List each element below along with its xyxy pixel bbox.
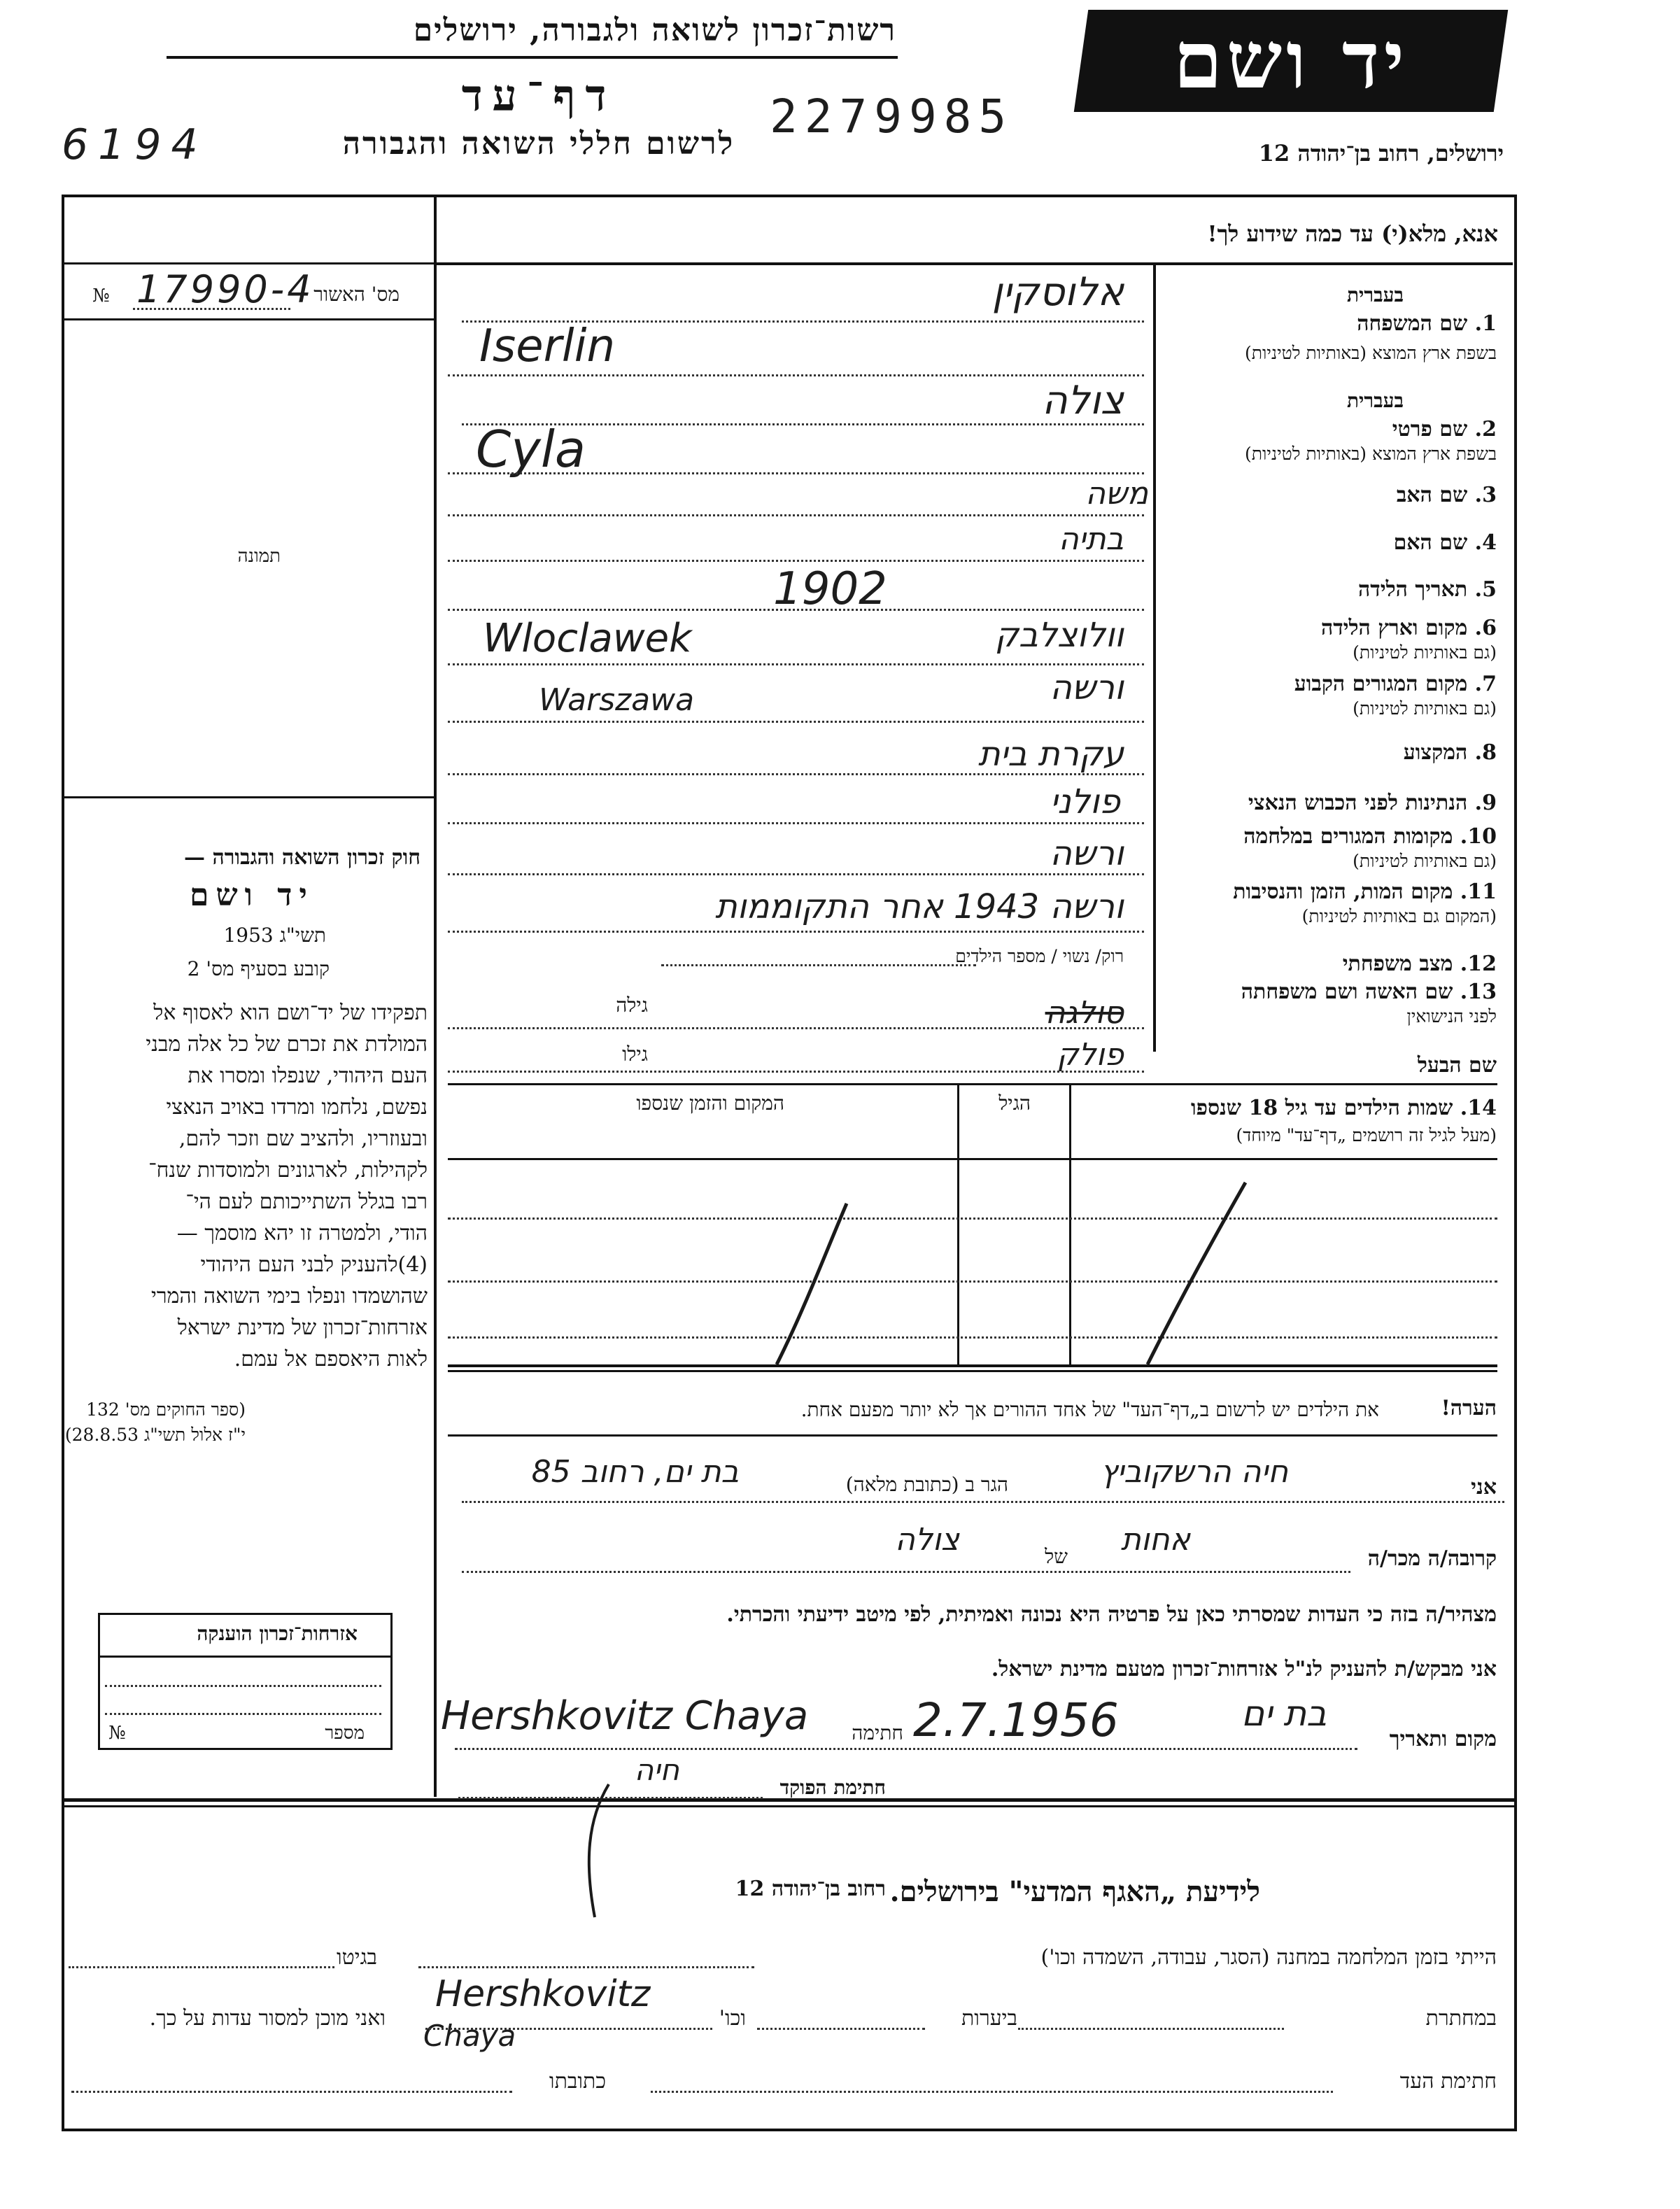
field-11-sub: (המקום גם באותיות לטיניות) bbox=[1301, 906, 1497, 926]
field-1-hebrew-value: אלוסקין bbox=[991, 269, 1124, 315]
declaration-line-3 bbox=[455, 1748, 1357, 1750]
citizenship-line-2 bbox=[105, 1713, 381, 1715]
footer-line-2-dots-a bbox=[1018, 2028, 1284, 2030]
approval-label: מס' האשור bbox=[313, 283, 400, 306]
footer-line-1-b: בגיטו bbox=[336, 1945, 377, 1970]
field-11-value: ורשה 1943 אחר התקוממות bbox=[715, 887, 1124, 926]
footer-address: רחוב בן־יהודה 12 bbox=[735, 1877, 886, 1901]
place-date-label: מקום ותאריך bbox=[1389, 1727, 1497, 1751]
children-col-place: המקום והזמן שנספו bbox=[636, 1092, 784, 1115]
law-logo: יד ושם bbox=[190, 877, 314, 913]
note-label: הערה! bbox=[1441, 1396, 1497, 1420]
field-8-value: עקרת בית bbox=[977, 735, 1124, 774]
intro-rule bbox=[434, 262, 1513, 265]
strike-mark-2 bbox=[1148, 1183, 1245, 1364]
field-12-options: רוק/ נשוי / מספר הילדים bbox=[955, 946, 1124, 966]
field-4-label: 4. שם האם bbox=[1393, 530, 1497, 555]
officer-signature: חיה bbox=[634, 1753, 679, 1787]
footer-line-2-c: וכו' bbox=[719, 2006, 746, 2031]
footer-divider-2 bbox=[62, 1805, 1514, 1807]
in-hebrew-2: בעברית bbox=[1346, 389, 1404, 412]
law-line: נפשם, נלחמו ומרדו באויב הנאצי bbox=[166, 1095, 428, 1120]
field-13-sub: לפני הנישואין bbox=[1406, 1006, 1497, 1026]
in-hebrew-1: בעברית bbox=[1346, 283, 1404, 306]
sidebar-photo-bottom bbox=[64, 796, 435, 798]
field-4-value: בתיה bbox=[1059, 521, 1124, 557]
footer-line-1-dots-a bbox=[418, 1966, 754, 1968]
field-13-line bbox=[448, 1027, 1144, 1029]
field-13-age-label: גילה bbox=[616, 994, 648, 1017]
signature-label: חתימה bbox=[852, 1721, 903, 1744]
footer-line-2-b: ביערות bbox=[961, 2006, 1017, 2031]
approval-number: 17990-4 bbox=[136, 267, 314, 311]
footer-line-2-d: ואני מוכן למסור עדות על כך. bbox=[149, 2006, 386, 2031]
citizenship-box-rule bbox=[98, 1656, 390, 1658]
field-9-label: 9. הנתינות לפני הכבוש הנאצי bbox=[1248, 791, 1497, 815]
address: ירושלים, רחוב בן־יהודה 12 bbox=[1258, 140, 1504, 167]
field-6-latin-value: Wloclawek bbox=[483, 616, 692, 661]
field-6-sub: (גם באותיות לטיניות) bbox=[1353, 642, 1497, 663]
field-1-label: 1. שם המשפחה bbox=[1357, 311, 1497, 336]
law-body bbox=[36, 997, 428, 1375]
label-column-divider bbox=[1153, 264, 1156, 1052]
children-strike-marks bbox=[735, 1176, 1266, 1378]
law-line: המולדת את זכרם של כל אלה מבני bbox=[146, 1032, 428, 1057]
field-8-line bbox=[448, 773, 1144, 775]
declaration-statement: מצהיר/ה בזה כי העדות שמסרתי כאן על פרטיה היא נכונה ואמיתית, לפי מיטב ידיעתי והכרתי. bbox=[726, 1602, 1497, 1627]
footer-line-2-dots-b bbox=[757, 2028, 925, 2030]
approval-no: № bbox=[92, 285, 110, 306]
field-8-label: 8. המקצוע bbox=[1403, 740, 1497, 765]
law-ref-2: י"ז אלול תשי"ג 28.8.53) bbox=[64, 1425, 246, 1445]
field-3-label: 3. שם האב bbox=[1396, 483, 1497, 507]
declaration-of: של bbox=[1045, 1545, 1068, 1568]
children-header-rule bbox=[448, 1158, 1497, 1160]
declaration-request: אני מבקש/ת להעניק לנ"ל אזרחות־זכרון מטעם מדינת ישראל. bbox=[991, 1657, 1497, 1681]
note-bottom-rule bbox=[448, 1434, 1497, 1437]
law-title: חוק זכרון השואה והגבורה — bbox=[184, 845, 421, 870]
citizenship-number-label: מספר bbox=[325, 1723, 365, 1744]
note-top-rule-2 bbox=[448, 1370, 1497, 1372]
field-2-sub: בשפת ארץ המוצא (באותיות לטיניות) bbox=[1245, 444, 1497, 464]
form-title: דף־עד bbox=[461, 70, 616, 121]
field-2-hebrew-value: צולה bbox=[1042, 378, 1124, 423]
field-10-value: ורשה bbox=[1050, 834, 1124, 873]
note-text: את הילדים יש לרשום ב„דף־העד" של אחד ההורים אך לא יותר מפעם אחת. bbox=[800, 1398, 1379, 1421]
citizenship-no: № bbox=[108, 1723, 126, 1744]
field-5-line bbox=[448, 609, 1144, 611]
field-11-line bbox=[448, 931, 1144, 933]
husband-line bbox=[448, 1071, 1144, 1073]
officer-label: חתימת הפוקד bbox=[779, 1776, 886, 1799]
field-7-line bbox=[448, 721, 1144, 723]
handwritten-number: 6194 bbox=[62, 120, 208, 169]
field-10-sub: (גם באותיות לטיניות) bbox=[1353, 851, 1497, 871]
citizenship-line-1 bbox=[105, 1685, 381, 1687]
law-year: תשי"ג 1953 bbox=[223, 924, 326, 947]
declaration-relative: קרובה/ה מכר/ה bbox=[1367, 1546, 1497, 1571]
footer-line-1-dots-b bbox=[69, 1966, 334, 1968]
field-7-label: 7. מקום המגורים הקבוע bbox=[1294, 672, 1497, 696]
footer-line-2-dots-c bbox=[425, 2028, 712, 2030]
law-line: ובעוזריו, ולהציב שם וזכר להם, bbox=[178, 1127, 428, 1151]
field-6-label: 6. מקום וארץ הלידה bbox=[1320, 616, 1497, 640]
sidebar-divider bbox=[434, 195, 437, 1797]
field-5-label: 5. תאריך הלידה bbox=[1358, 577, 1497, 602]
footer-line-3-dots-b bbox=[71, 2091, 512, 2093]
field-1-sub: בשפת ארץ המוצא (באותיות לטיניות) bbox=[1245, 343, 1497, 363]
signature-value: Hershkovitz Chaya bbox=[441, 1693, 809, 1739]
field-4-line bbox=[448, 560, 1144, 562]
law-line: שהושמדו ונפלו בימי השואה והמרי bbox=[150, 1284, 428, 1308]
declaration-i-am: אני bbox=[1471, 1475, 1497, 1499]
law-clause: קובע בסעיף מס' 2 bbox=[187, 957, 330, 980]
field-6-value: וולוצלבק bbox=[994, 616, 1124, 655]
footer-line-2-a: במחתרת bbox=[1425, 2006, 1497, 2031]
declaration-line-1 bbox=[462, 1501, 1504, 1503]
field-3-line bbox=[448, 514, 1144, 516]
logo-text: יד ושם bbox=[1173, 15, 1409, 106]
field-7-sub: (גם באותיות לטיניות) bbox=[1353, 698, 1497, 719]
declaration-address-value: בת ים, רחוב 85 bbox=[531, 1454, 739, 1490]
field-1-latin-line bbox=[448, 374, 1144, 376]
photo-label: תמונה bbox=[237, 546, 281, 567]
field-13-label: 13. שם האשה ושם משפחתה bbox=[1241, 980, 1497, 1004]
footer-sig-value: Hershkovitz bbox=[435, 1973, 651, 2015]
law-line: הודי, ולמטרה זו יהא מוסמך — bbox=[176, 1221, 428, 1245]
declaration-relation-value: אחות bbox=[1120, 1522, 1190, 1558]
declaration-name-value: חיה הרשקוביץ bbox=[1100, 1454, 1288, 1490]
footer-sig-value-2: Chaya bbox=[423, 2019, 516, 2053]
footer-line-3-dots-a bbox=[651, 2091, 1333, 2093]
field-2-label: 2. שם פרטי bbox=[1392, 417, 1497, 442]
husband-age-label: גילו bbox=[622, 1043, 648, 1066]
footer-title: לידיעת „האגף המדעי" בירושלים. bbox=[889, 1875, 1260, 1908]
field-9-value: פולני bbox=[1050, 782, 1120, 821]
approval-line bbox=[133, 308, 290, 310]
law-line: לאות היאספם אל עמם. bbox=[234, 1347, 428, 1371]
law-line: (4)להעניק לבני העם היהודי bbox=[200, 1252, 428, 1277]
field-6-line bbox=[448, 663, 1144, 665]
footer-line-3-a: חתימת העד bbox=[1399, 2069, 1497, 2094]
field-12-label: 12. מצב משפחתי bbox=[1342, 952, 1497, 976]
law-line: רבו בגלל השתייכותם לעם הי־ bbox=[185, 1190, 428, 1214]
yad-vashem-logo bbox=[1074, 10, 1509, 112]
date-value: 2.7.1956 bbox=[913, 1693, 1119, 1747]
law-ref-1: (ספר החוקים מס' 132 bbox=[86, 1399, 246, 1420]
declaration-of-value: צולה bbox=[895, 1522, 959, 1558]
children-table-top bbox=[448, 1083, 1497, 1085]
footer-line-3-b: כתובתו bbox=[549, 2069, 606, 2094]
authority-line: רשות־זכרון לשואה ולגבורה, ירושלים bbox=[413, 13, 896, 48]
law-line: העם היהודי, שנפלו ומסרו את bbox=[188, 1064, 428, 1088]
form-subtitle: לרשום חללי השואה והגבורה bbox=[342, 126, 735, 162]
sidebar-photo-top bbox=[64, 318, 435, 320]
field-7-latin-value: Warszawa bbox=[539, 682, 695, 718]
sidebar-top-rule bbox=[64, 262, 435, 264]
header-rule bbox=[167, 56, 898, 59]
field-3-value: משה bbox=[1085, 476, 1148, 511]
officer-signature-stroke bbox=[560, 1777, 644, 1924]
footer-line-1-a: הייתי בזמן המלחמה במחנה (הסגר, עבודה, השמדה וכו') bbox=[1040, 1945, 1497, 1970]
field-1-latin-value: Iserlin bbox=[479, 320, 616, 372]
husband-label: שם הבעל bbox=[1417, 1053, 1497, 1078]
husband-value: פולק bbox=[1057, 1037, 1124, 1073]
children-label: 14. שמות הילדים עד גיל 18 שנספו bbox=[1190, 1096, 1497, 1120]
place-value: בת ים bbox=[1241, 1693, 1327, 1734]
citizenship-box-title: אזרחות־זכרון הוענקה bbox=[197, 1622, 358, 1645]
field-12-line bbox=[661, 964, 976, 966]
children-col-age: הגיל bbox=[998, 1092, 1031, 1115]
field-2-latin-line bbox=[448, 472, 1144, 474]
note-top-rule bbox=[448, 1364, 1497, 1367]
law-line: תפקידו של יד־ושם הוא לאסוף אל bbox=[153, 1001, 428, 1025]
field-13-value: סולגה bbox=[1045, 995, 1124, 1031]
field-2-latin-value: Cyla bbox=[476, 420, 586, 479]
field-11-label: 11. מקום המות, הזמן והנסיבות bbox=[1233, 880, 1497, 904]
declaration-resident: הגר ב (כתובת מלאה) bbox=[845, 1473, 1008, 1496]
children-sub: (מעל לגיל זה רושמים „דף־עד" מיוחד) bbox=[1236, 1125, 1497, 1145]
field-10-label: 10. מקומות המגורים במלחמה bbox=[1243, 824, 1497, 849]
intro-text: אנא, מלא(י) עד כמה שידוע לך! bbox=[1207, 220, 1498, 247]
law-line: לקהילות, לארגונים ולמוסדות שנח־ bbox=[148, 1158, 428, 1183]
law-line: אזרחות־זכרון של מדינת ישראל bbox=[177, 1315, 428, 1340]
field-7-value: ורשה bbox=[1050, 668, 1124, 707]
field-5-value: 1902 bbox=[773, 563, 887, 615]
declaration-line-2 bbox=[462, 1571, 1350, 1573]
stamp-number: 2279985 bbox=[770, 90, 1014, 143]
strike-mark-1 bbox=[777, 1204, 847, 1364]
field-9-line bbox=[448, 822, 1144, 824]
field-10-line bbox=[448, 873, 1144, 875]
